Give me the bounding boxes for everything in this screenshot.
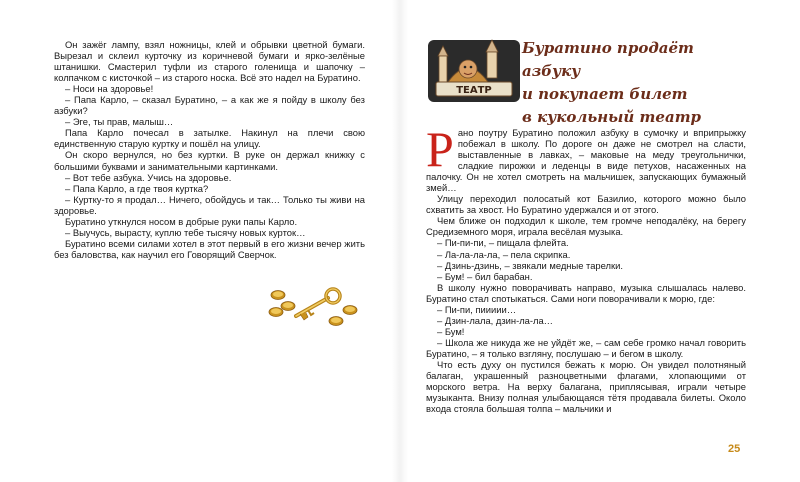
paragraph-text: ано поутру Буратино положил азбуку в сумочку и вприпрыжку побежал в школу. По дороге он даже не смотрел на сласти, выставленные в лавках, – маковые на меду треугольнички, сладкие пирожки и леденцы в виде петухов, насаженных на палочку. Он не хотел смотреть на мальчишек, запускающих бумажный змей…: [426, 127, 746, 194]
theatre-sign-label: ТЕАТР: [456, 85, 492, 96]
paragraph: – Бум! – бил барабан.: [437, 270, 533, 282]
golden-key-illustration: [266, 286, 362, 330]
paragraph: – Папа Карло, а где твоя куртка?: [65, 182, 209, 194]
paragraph: – Школа же никуда же не уйдёт же, – сам себе громко начал говорить Буратино, – я только взгляну, послушаю – и бегом в школу.: [426, 336, 746, 359]
coin-icon: [343, 306, 357, 315]
drop-cap: Р: [426, 121, 454, 177]
paragraph: – Папа Карло, – сказал Буратино, – а как же я пойду в школу без азбуки?: [54, 94, 365, 117]
paragraph: – Носи на здоровье!: [65, 83, 154, 95]
paragraph: – Выучусь, вырасту, куплю тебе тысячу новых курток…: [65, 226, 306, 238]
paragraph: Что есть духу он пустился бежать к морю. Он увидел полотняный балаган, украшенный разноцветными флагами, хлопающими от морского ветра. На верху балагана, приплясывая, играли четыре музыканта. Внизу полная улыбающаяся тётя продавала билеты. Около входа стояла большая толпа – мальчики и: [426, 358, 746, 415]
paragraph: – Дзинь-дзинь, – звякали медные тарелки.: [437, 259, 623, 271]
paragraph: – Эге, ты прав, малыш…: [65, 116, 174, 128]
chapter-title: [522, 37, 732, 129]
coin-icon: [269, 308, 283, 317]
right-text-column: [426, 121, 746, 415]
chapter-title-line: и покупает билет: [522, 85, 688, 103]
coin-icon: [329, 317, 343, 326]
paragraph: Он скоро вернулся, но без куртки. В руке он держал книжку с большими буквами и занимательными картинками.: [54, 149, 365, 172]
coin-icon: [281, 302, 295, 311]
paragraph: [426, 121, 746, 194]
paragraph: Чем ближе он подходил к школе, тем громче неподалёку, на берегу Средиземного моря, играла весёлая музыка.: [426, 215, 746, 238]
paragraph: – Ла-ла-ла-ла, – пела скрипка.: [437, 248, 571, 260]
chapter-title-line: Буратино продаёт азбуку: [522, 39, 694, 80]
paragraph: – Дзин-лала, дзин-ла-ла…: [437, 314, 554, 326]
paragraph: – Пи-пи-пи, – пищала флейта.: [437, 237, 569, 249]
paragraph: – Пи-пи, пиииии…: [437, 303, 517, 315]
paragraph: Буратино уткнулся носом в добрые руки папы Карло.: [65, 215, 298, 227]
key-icon: [296, 289, 340, 320]
paragraph: – Вот тебе азбука. Учись на здоровье.: [65, 171, 232, 183]
page-number: 25: [728, 443, 741, 455]
theatre-illustration: [428, 36, 520, 106]
paragraph: Папа Карло почесал в затылке. Накинул на плечи свою единственную старую куртку и пошёл на улицу.: [54, 127, 365, 150]
paragraph: В школу нужно поворачивать направо, музыка слышалась налево. Буратино стал спотыкаться. Сами ноги поворачивали к морю, где:: [426, 281, 746, 304]
left-text-column: [54, 39, 365, 260]
paragraph: – Куртку-то я продал… Ничего, обойдусь и так… Только ты живи на здоровье.: [54, 193, 365, 216]
chapter-title-line: в кукольный театр: [522, 108, 702, 126]
paragraph: Улицу переходил полосатый кот Базилио, которого можно было схватить за хвост. Но Буратино удержался и от этого.: [426, 193, 746, 216]
paragraph: Буратино всеми силами хотел в этот первый в его жизни вечер жить без баловства, как научил его Говорящий Сверчок.: [54, 237, 365, 260]
paragraph: Он зажёг лампу, взял ножницы, клей и обрывки цветной бумаги. Вырезал и склеил курточку из коричневой бумаги и ярко-зелёные штанишки. Смастерил туфли из старого голенища и шапочку – колпачком с кисточкой – из старого носка. Всё это надел на Буратино.: [54, 39, 365, 84]
paragraph: – Бум!: [437, 325, 465, 337]
coin-icon: [271, 291, 285, 300]
